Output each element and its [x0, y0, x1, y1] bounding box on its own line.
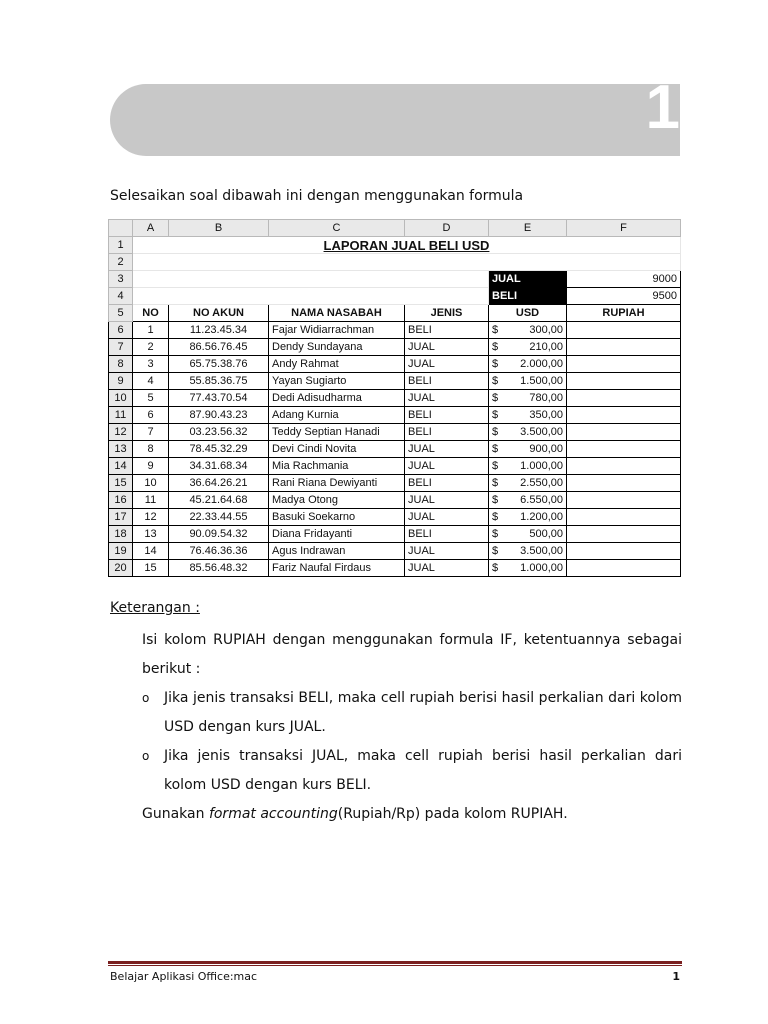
cell-nama[interactable]: Devi Cindi Novita	[269, 441, 405, 458]
cell-usd[interactable]	[489, 509, 567, 526]
cell-rupiah[interactable]	[567, 475, 681, 492]
cell-rupiah[interactable]	[567, 441, 681, 458]
cell-no-akun[interactable]: 03.23.56.32	[169, 424, 269, 441]
header-cell-jenis[interactable]: JENIS	[405, 305, 489, 322]
cell-nama[interactable]: Fariz Naufal Firdaus	[269, 560, 405, 577]
cell-usd[interactable]	[489, 543, 567, 560]
chapter-number: 1	[645, 73, 680, 142]
keterangan-paragraph: Isi kolom RUPIAH dengan menggunakan formula IF, ketentuannya sebagai berikut :	[142, 632, 682, 677]
cell-rupiah[interactable]	[567, 560, 681, 577]
cell-rupiah[interactable]	[567, 373, 681, 390]
cell-rupiah[interactable]	[567, 526, 681, 543]
empty-cell[interactable]	[133, 288, 489, 305]
cell-nama[interactable]: Teddy Septian Hanadi	[269, 424, 405, 441]
row-header[interactable]: 12	[109, 424, 133, 441]
usd-value: 350,00	[529, 409, 563, 421]
cell-rupiah[interactable]	[567, 424, 681, 441]
cell-no[interactable]: 12	[133, 509, 169, 526]
usd-value: 2.000,00	[520, 358, 563, 370]
cell-rupiah[interactable]	[567, 407, 681, 424]
cell-nama[interactable]: Mia Rachmania	[269, 458, 405, 475]
usd-value: 2.550,00	[520, 477, 563, 489]
cell-no[interactable]: 13	[133, 526, 169, 543]
row-header[interactable]: 8	[109, 356, 133, 373]
cell-jenis[interactable]: BELI	[405, 424, 489, 441]
table-row	[109, 492, 681, 509]
cell-rupiah[interactable]	[567, 339, 681, 356]
cell-no-akun[interactable]: 86.56.76.45	[169, 339, 269, 356]
usd-value: 300,00	[529, 324, 563, 336]
usd-value: 780,00	[529, 392, 563, 404]
cell-no[interactable]: 10	[133, 475, 169, 492]
cell-nama[interactable]: Dendy Sundayana	[269, 339, 405, 356]
sheet-row	[109, 271, 681, 288]
column-header[interactable]: C	[269, 220, 405, 237]
cell-rupiah[interactable]	[567, 356, 681, 373]
list-item	[142, 742, 682, 800]
list-item	[142, 684, 682, 742]
cell-rupiah[interactable]	[567, 458, 681, 475]
usd-value: 1.200,00	[520, 511, 563, 523]
header-cell-no[interactable]: NO	[133, 305, 169, 322]
column-header[interactable]: D	[405, 220, 489, 237]
row-header[interactable]: 11	[109, 407, 133, 424]
table-row	[109, 322, 681, 339]
row-header[interactable]: 13	[109, 441, 133, 458]
usd-value: 210,00	[529, 341, 563, 353]
cell-jenis[interactable]: BELI	[405, 526, 489, 543]
sheet-row	[109, 254, 681, 271]
usd-value: 500,00	[529, 528, 563, 540]
cell-jenis[interactable]: JUAL	[405, 458, 489, 475]
header-cell-nama[interactable]: NAMA NASABAH	[269, 305, 405, 322]
row-header[interactable]: 9	[109, 373, 133, 390]
page-number: 1	[672, 970, 680, 983]
cell-no-akun[interactable]: 11.23.45.34	[169, 322, 269, 339]
cell-rupiah[interactable]	[567, 322, 681, 339]
cell-nama[interactable]: Rani Riana Dewiyanti	[269, 475, 405, 492]
cell-no-akun[interactable]: 55.85.36.75	[169, 373, 269, 390]
format-note-after: (Rupiah/Rp) pada kolom RUPIAH.	[337, 806, 568, 822]
row-header[interactable]: 16	[109, 492, 133, 509]
row-header[interactable]: 10	[109, 390, 133, 407]
usd-value: 3.500,00	[520, 545, 563, 557]
table-row	[109, 390, 681, 407]
cell-jenis[interactable]: BELI	[405, 373, 489, 390]
rate-value-jual[interactable]: 9000	[567, 271, 681, 288]
rate-label-jual[interactable]: JUAL	[489, 271, 567, 288]
cell-usd[interactable]	[489, 424, 567, 441]
currency-symbol: $	[492, 443, 499, 455]
chapter-banner	[110, 84, 680, 156]
row-header[interactable]: 3	[109, 271, 133, 288]
currency-symbol: $	[492, 375, 499, 387]
cell-no[interactable]: 15	[133, 560, 169, 577]
cell-usd[interactable]	[489, 373, 567, 390]
currency-symbol: $	[492, 324, 499, 336]
cell-no[interactable]: 14	[133, 543, 169, 560]
table-row	[109, 526, 681, 543]
table-row	[109, 441, 681, 458]
intro-text: Selesaikan soal dibawah ini dengan menggunakan formula	[110, 188, 524, 204]
row-header[interactable]: 14	[109, 458, 133, 475]
cell-nama[interactable]: Yayan Sugiarto	[269, 373, 405, 390]
cell-nama[interactable]: Dedi Adisudharma	[269, 390, 405, 407]
cell-nama[interactable]: Andy Rahmat	[269, 356, 405, 373]
currency-symbol: $	[492, 477, 499, 489]
cell-no[interactable]: 11	[133, 492, 169, 509]
format-note	[142, 800, 682, 829]
currency-symbol: $	[492, 545, 499, 557]
cell-nama[interactable]: Basuki Soekarno	[269, 509, 405, 526]
table-header-row	[109, 305, 681, 322]
format-note-italic: format accounting	[208, 806, 338, 822]
footer-divider	[108, 961, 682, 964]
cell-no-akun[interactable]: 45.21.64.68	[169, 492, 269, 509]
cell-jenis[interactable]: BELI	[405, 475, 489, 492]
sheet-row	[109, 237, 681, 254]
currency-symbol: $	[492, 562, 499, 574]
cell-no-akun[interactable]: 34.31.68.34	[169, 458, 269, 475]
table-row	[109, 560, 681, 577]
column-header-row	[109, 220, 681, 237]
cell-rupiah[interactable]	[567, 390, 681, 407]
currency-symbol: $	[492, 392, 499, 404]
usd-value: 900,00	[529, 443, 563, 455]
cell-no-akun[interactable]: 76.46.36.36	[169, 543, 269, 560]
corner-cell[interactable]	[109, 220, 133, 237]
row-header[interactable]: 6	[109, 322, 133, 339]
column-header[interactable]: F	[567, 220, 681, 237]
bullet-icon: o	[142, 691, 150, 705]
cell-jenis[interactable]: JUAL	[405, 492, 489, 509]
cell-nama[interactable]: Diana Fridayanti	[269, 526, 405, 543]
cell-jenis[interactable]: JUAL	[405, 543, 489, 560]
usd-value: 1.000,00	[520, 562, 563, 574]
cell-no-akun[interactable]: 87.90.43.23	[169, 407, 269, 424]
empty-cell[interactable]	[133, 271, 489, 288]
cell-no[interactable]: 6	[133, 407, 169, 424]
row-header[interactable]: 4	[109, 288, 133, 305]
currency-symbol: $	[492, 460, 499, 472]
cell-no-akun[interactable]: 78.45.32.29	[169, 441, 269, 458]
cell-rupiah[interactable]	[567, 509, 681, 526]
keterangan-title: Keterangan :	[110, 600, 200, 616]
cell-no-akun[interactable]: 36.64.26.21	[169, 475, 269, 492]
format-note-before: Gunakan	[142, 806, 209, 822]
usd-value: 1.000,00	[520, 460, 563, 472]
cell-nama[interactable]: Adang Kurnia	[269, 407, 405, 424]
table-row	[109, 475, 681, 492]
row-header[interactable]: 5	[109, 305, 133, 322]
table-row	[109, 356, 681, 373]
spreadsheet	[108, 219, 681, 577]
cell-no-akun[interactable]: 22.33.44.55	[169, 509, 269, 526]
list-item-text: Jika jenis transaksi JUAL, maka cell rupiah berisi hasil perkalian dari kolom USD dengan kurs BELI.	[164, 748, 682, 793]
currency-symbol: $	[492, 426, 499, 438]
cell-no[interactable]: 5	[133, 390, 169, 407]
cell-usd[interactable]	[489, 322, 567, 339]
cell-usd[interactable]	[489, 458, 567, 475]
column-header[interactable]: B	[169, 220, 269, 237]
row-header[interactable]: 1	[109, 237, 133, 254]
sheet-row	[109, 288, 681, 305]
cell-nama[interactable]: Fajar Widiarrachman	[269, 322, 405, 339]
column-header[interactable]: A	[133, 220, 169, 237]
list-item-text: Jika jenis transaksi BELI, maka cell rupiah berisi hasil perkalian dari kolom USD dengan kurs JUAL.	[164, 690, 682, 735]
currency-symbol: $	[492, 528, 499, 540]
cell-usd[interactable]	[489, 441, 567, 458]
report-title[interactable]: LAPORAN JUAL BELI USD	[133, 237, 681, 254]
cell-no[interactable]: 9	[133, 458, 169, 475]
usd-value: 6.550,00	[520, 494, 563, 506]
cell-usd[interactable]	[489, 356, 567, 373]
cell-no-akun[interactable]: 85.56.48.32	[169, 560, 269, 577]
usd-value: 1.500,00	[520, 375, 563, 387]
cell-no-akun[interactable]: 90.09.54.32	[169, 526, 269, 543]
row-header[interactable]: 19	[109, 543, 133, 560]
usd-value: 3.500,00	[520, 426, 563, 438]
cell-jenis[interactable]: JUAL	[405, 356, 489, 373]
cell-no[interactable]: 8	[133, 441, 169, 458]
cell-nama[interactable]: Madya Otong	[269, 492, 405, 509]
table-row	[109, 458, 681, 475]
table-row	[109, 509, 681, 526]
currency-symbol: $	[492, 341, 499, 353]
footer-divider	[108, 965, 682, 966]
cell-jenis[interactable]: JUAL	[405, 441, 489, 458]
cell-nama[interactable]: Agus Indrawan	[269, 543, 405, 560]
row-header[interactable]: 7	[109, 339, 133, 356]
cell-usd[interactable]	[489, 390, 567, 407]
currency-symbol: $	[492, 409, 499, 421]
cell-no[interactable]: 4	[133, 373, 169, 390]
cell-usd[interactable]	[489, 407, 567, 424]
table-row	[109, 543, 681, 560]
rate-value-beli[interactable]: 9500	[567, 288, 681, 305]
row-header[interactable]: 2	[109, 254, 133, 271]
cell-usd[interactable]	[489, 475, 567, 492]
bullet-icon: o	[142, 749, 150, 763]
header-cell-no-akun[interactable]: NO AKUN	[169, 305, 269, 322]
cell-no[interactable]: 7	[133, 424, 169, 441]
row-header[interactable]: 18	[109, 526, 133, 543]
row-header[interactable]: 17	[109, 509, 133, 526]
header-cell-usd[interactable]: USD	[489, 305, 567, 322]
cell-jenis[interactable]: BELI	[405, 322, 489, 339]
table-row	[109, 373, 681, 390]
cell-rupiah[interactable]	[567, 543, 681, 560]
currency-symbol: $	[492, 358, 499, 370]
cell-usd[interactable]	[489, 339, 567, 356]
cell-no-akun[interactable]: 65.75.38.76	[169, 356, 269, 373]
cell-jenis[interactable]: JUAL	[405, 560, 489, 577]
table-row	[109, 339, 681, 356]
cell-no[interactable]: 2	[133, 339, 169, 356]
data-rows	[109, 322, 681, 577]
currency-symbol: $	[492, 511, 499, 523]
cell-no-akun[interactable]: 77.43.70.54	[169, 390, 269, 407]
currency-symbol: $	[492, 494, 499, 506]
empty-cell[interactable]	[133, 254, 681, 271]
cell-no[interactable]: 3	[133, 356, 169, 373]
rate-label-beli[interactable]: BELI	[489, 288, 567, 305]
row-header[interactable]: 15	[109, 475, 133, 492]
header-cell-rupiah[interactable]: RUPIAH	[567, 305, 681, 322]
cell-usd[interactable]	[489, 492, 567, 509]
cell-rupiah[interactable]	[567, 492, 681, 509]
table-row	[109, 407, 681, 424]
row-header[interactable]: 20	[109, 560, 133, 577]
cell-usd[interactable]	[489, 526, 567, 543]
cell-jenis[interactable]: JUAL	[405, 390, 489, 407]
cell-jenis[interactable]: JUAL	[405, 509, 489, 526]
column-header[interactable]: E	[489, 220, 567, 237]
cell-no[interactable]: 1	[133, 322, 169, 339]
cell-jenis[interactable]: JUAL	[405, 339, 489, 356]
footer-title: Belajar Aplikasi Office:mac	[110, 970, 258, 983]
table-row	[109, 424, 681, 441]
cell-jenis[interactable]: BELI	[405, 407, 489, 424]
cell-usd[interactable]	[489, 560, 567, 577]
